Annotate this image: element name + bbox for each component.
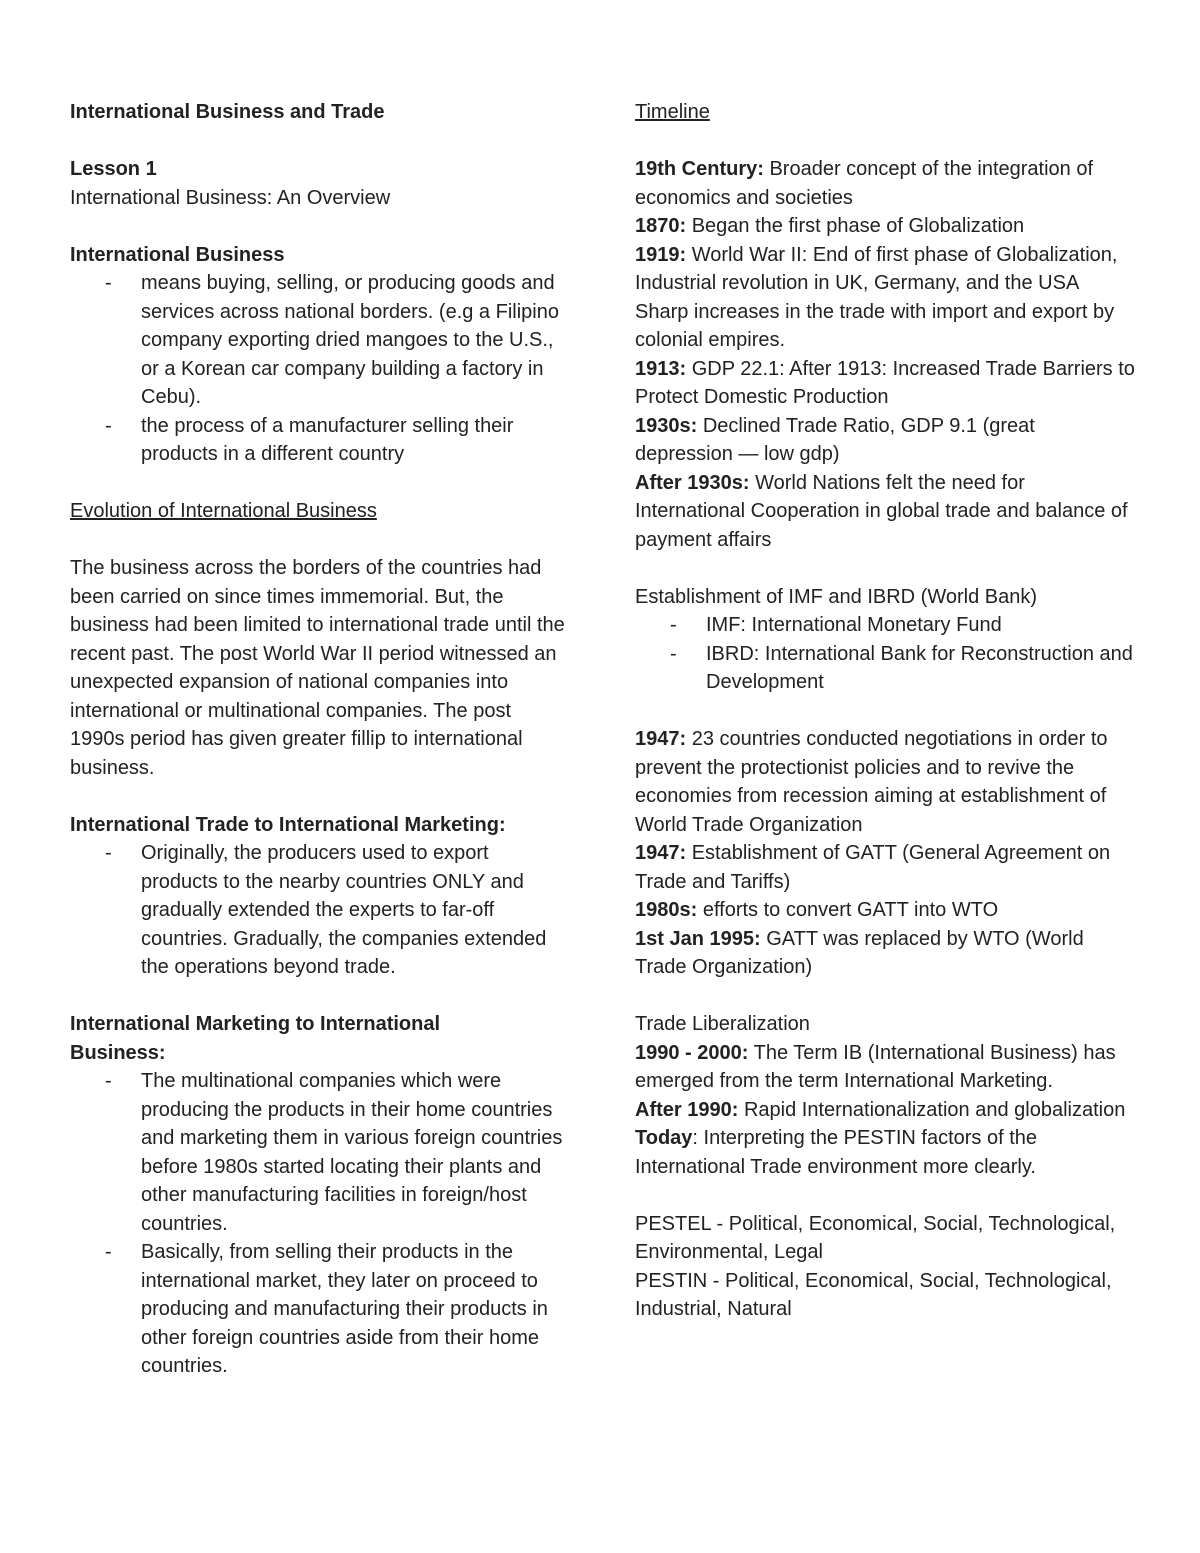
spacer (635, 127, 1135, 156)
timeline-entry (635, 155, 1135, 212)
spacer (70, 127, 565, 156)
list-item: - the process of a manufacturer selling their products in a different country (70, 412, 565, 469)
timeline-entry (635, 212, 1135, 241)
spacer (70, 782, 565, 811)
ib-heading: International Business (70, 243, 285, 266)
spacer (70, 526, 565, 555)
imf-heading: Establishment of IMF and IBRD (World Bank) (635, 585, 1037, 608)
entry-label: 1930s: (635, 414, 698, 437)
entry-text: Establishment of GATT (General Agreement on Trade and Tariffs) (635, 842, 1111, 893)
timeline-heading: Timeline (635, 101, 710, 123)
timeline-entry (635, 1096, 1135, 1125)
list-item: - The multinational companies which were producing the products in their home countries and marketing them in various foreign countries before 1980s started locating their plants and other manufacturing facilities in foreign/host countries. (70, 1067, 565, 1238)
entry-text: efforts to convert GATT into WTO (697, 899, 999, 921)
spacer (70, 982, 565, 1011)
pestin-definition: PESTIN - Political, Economical, Social, Technological, Industrial, Natural (635, 1269, 1112, 1320)
entry-text: World Nations felt the need for International Cooperation in global trade and balance of payment affairs (635, 471, 1128, 551)
spacer (70, 469, 565, 498)
liberalization-heading: Trade Liberalization (635, 1013, 810, 1035)
right-column (635, 98, 1135, 1324)
lesson-label: Lesson 1 (70, 158, 157, 180)
timeline-entry (635, 896, 1135, 925)
entry-label: 1st Jan 1995: (635, 927, 761, 950)
entry-label: Today (635, 1127, 693, 1149)
entry-label: 1919: (635, 243, 687, 266)
entry-text: Began the first phase of Globalization (686, 215, 1025, 237)
entry-text: Declined Trade Ratio, GDP 9.1 (great depression — low gdp) (635, 414, 1035, 465)
spacer (635, 697, 1135, 726)
entry-label: 1870: (635, 215, 687, 237)
timeline-entry (635, 469, 1135, 555)
entry-label: 1990 - 2000: (635, 1041, 749, 1064)
entry-text: : Interpreting the PESTIN factors of the International Trade environment more clearly. (635, 1127, 1038, 1178)
timeline-entry (635, 355, 1135, 412)
spacer (635, 1181, 1135, 1210)
ib-list (70, 269, 565, 469)
entry-label: After 1990: (635, 1098, 739, 1121)
lesson-subtitle: International Business: An Overview (70, 186, 391, 209)
timeline-entry (635, 1039, 1135, 1096)
entry-label: 1947: (635, 728, 687, 750)
pestel-definition: PESTEL - Political, Economical, Social, Technological, Environmental, Legal (635, 1212, 1116, 1263)
entry-text: 23 countries conducted negotiations in order to prevent the protectionist policies and to revive the economies from recession aiming at establishment of World Trade Organization (635, 728, 1108, 836)
imf-list (635, 611, 1135, 697)
timeline-entry (635, 839, 1135, 896)
entry-text: The Term IB (International Business) has emerged from the term International Marketing. (635, 1041, 1116, 1092)
timeline-entry (635, 1124, 1135, 1181)
entry-label: 1980s: (635, 899, 698, 921)
marketing-to-business-list (70, 1067, 565, 1381)
timeline-entry (635, 725, 1135, 839)
trade-to-marketing-heading: International Trade to International Marketing: (70, 813, 506, 836)
list-item: - IMF: International Monetary Fund (635, 611, 1135, 640)
entry-text: Broader concept of the integration of economics and societies (635, 158, 1094, 209)
list-item: - Originally, the producers used to export products to the nearby countries ONLY and gradually extended the experts to far-off countries. Gradually, the companies extended the operations beyond trade. (70, 839, 565, 982)
left-column (70, 98, 565, 1381)
spacer (635, 554, 1135, 583)
entry-text: GDP 22.1: After 1913: Increased Trade Barriers to Protect Domestic Production (635, 357, 1135, 408)
entry-text: Rapid Internationalization and globalization (738, 1098, 1126, 1121)
list-item: - Basically, from selling their products in the international market, they later on proceed to producing and manufacturing their products in other foreign countries aside from their home countries. (70, 1238, 565, 1381)
spacer (635, 982, 1135, 1011)
list-item: - IBRD: International Bank for Reconstruction and Development (635, 640, 1135, 697)
document-title: International Business and Trade (70, 101, 385, 123)
entry-text: World War II: End of first phase of Globalization, Industrial revolution in UK, Germany, and the USA Sharp increases in the trade with import and export by colonial empires. (635, 243, 1118, 351)
marketing-to-business-heading: International Marketing to International Business: (70, 1013, 441, 1064)
timeline-entry (635, 241, 1135, 355)
entry-label: 19th Century: (635, 158, 764, 180)
spacer (70, 212, 565, 241)
entry-label: 1913: (635, 357, 687, 380)
timeline-entry (635, 412, 1135, 469)
entry-label: 1947: (635, 842, 687, 864)
trade-to-marketing-list (70, 839, 565, 982)
evolution-paragraph: The business across the borders of the countries had been carried on since times immemorial. But, the business had been limited to international trade until the recent past. The post World War II period witnessed an unexpected expansion of national companies into international or multinational companies. The post 1990s period has given greater fillip to international business. (70, 557, 565, 779)
timeline-entry (635, 925, 1135, 982)
evolution-heading: Evolution of International Business (70, 500, 377, 522)
entry-label: After 1930s: (635, 471, 750, 494)
list-item: - means buying, selling, or producing goods and services across national borders. (e.g a Filipino company exporting dried mangoes to the U.S., or a Korean car company building a factory in Cebu). (70, 269, 565, 412)
entry-text: GATT was replaced by WTO (World Trade Organization) (635, 927, 1084, 978)
